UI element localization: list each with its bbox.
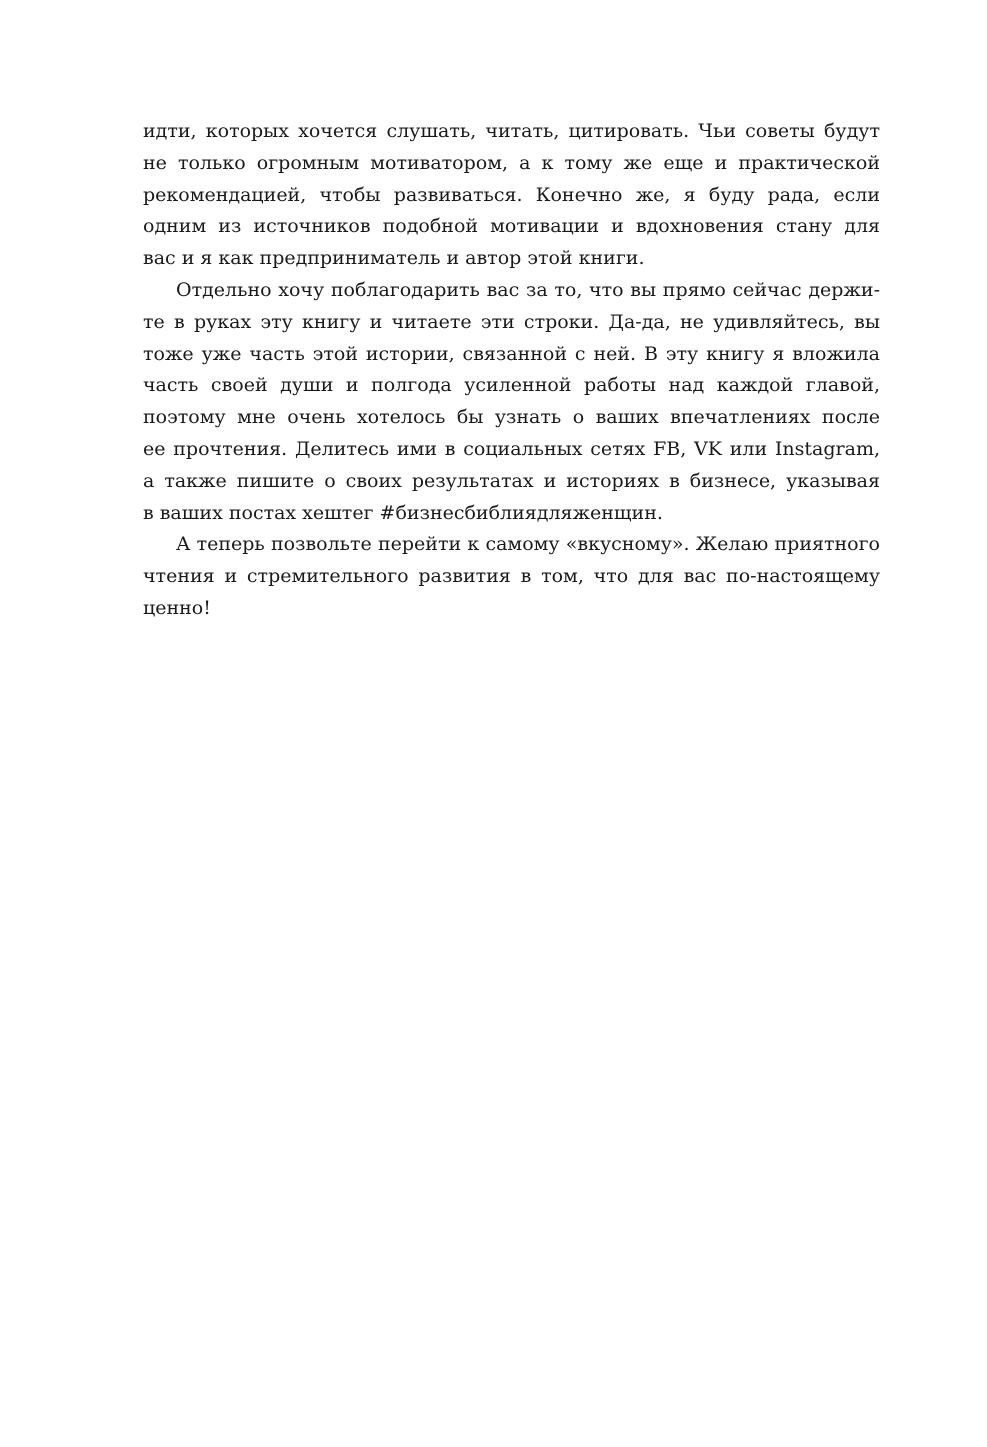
text-line: рекомендацией, чтобы развиваться. Конечно же, я буду рада, если: [143, 183, 880, 206]
text-line: А теперь позвольте перейти к самому «вкусному». Желаю приятного: [176, 533, 880, 556]
paragraph-gratitude: [143, 275, 880, 529]
text-line: а также пишите о своих результатах и историях в бизнесе, указывая: [143, 469, 880, 492]
text-line: те в руках эту книгу и читаете эти строки. Да-да, не удивляйтесь, вы: [143, 310, 880, 333]
text-line: не только огромным мотиватором, а к тому же еще и практической: [143, 151, 880, 174]
paragraph-continuation: [143, 116, 880, 275]
text-line: поэтому мне очень хотелось бы узнать о ваших впечатлениях после: [143, 406, 880, 429]
page-body: [143, 116, 880, 625]
text-line: ценно!: [143, 596, 211, 619]
text-line: в ваших постах хештег #бизнесбиблиядляженщин.: [143, 501, 663, 524]
text-line: часть своей души и полгода усиленной работы над каждой главой,: [143, 374, 880, 397]
text-line: ее прочтения. Делитесь ими в социальных сетях FB, VK или Instagram,: [143, 437, 880, 460]
text-line: вас и я как предприниматель и автор этой книги.: [143, 247, 645, 270]
text-line: одним из источников подобной мотивации и вдохновения стану для: [143, 215, 880, 238]
text-line: тоже уже часть этой истории, связанной с ней. В эту книгу я вложила: [143, 342, 880, 365]
text-line: чтения и стремительного развития в том, что для вас по-настоящему: [143, 565, 880, 588]
text-line: идти, которых хочется слушать, читать, цитировать. Чьи советы будут: [143, 120, 880, 142]
paragraph-closing: [143, 529, 880, 624]
text-line: Отдельно хочу поблагодарить вас за то, что вы прямо сейчас держи-: [176, 278, 880, 301]
